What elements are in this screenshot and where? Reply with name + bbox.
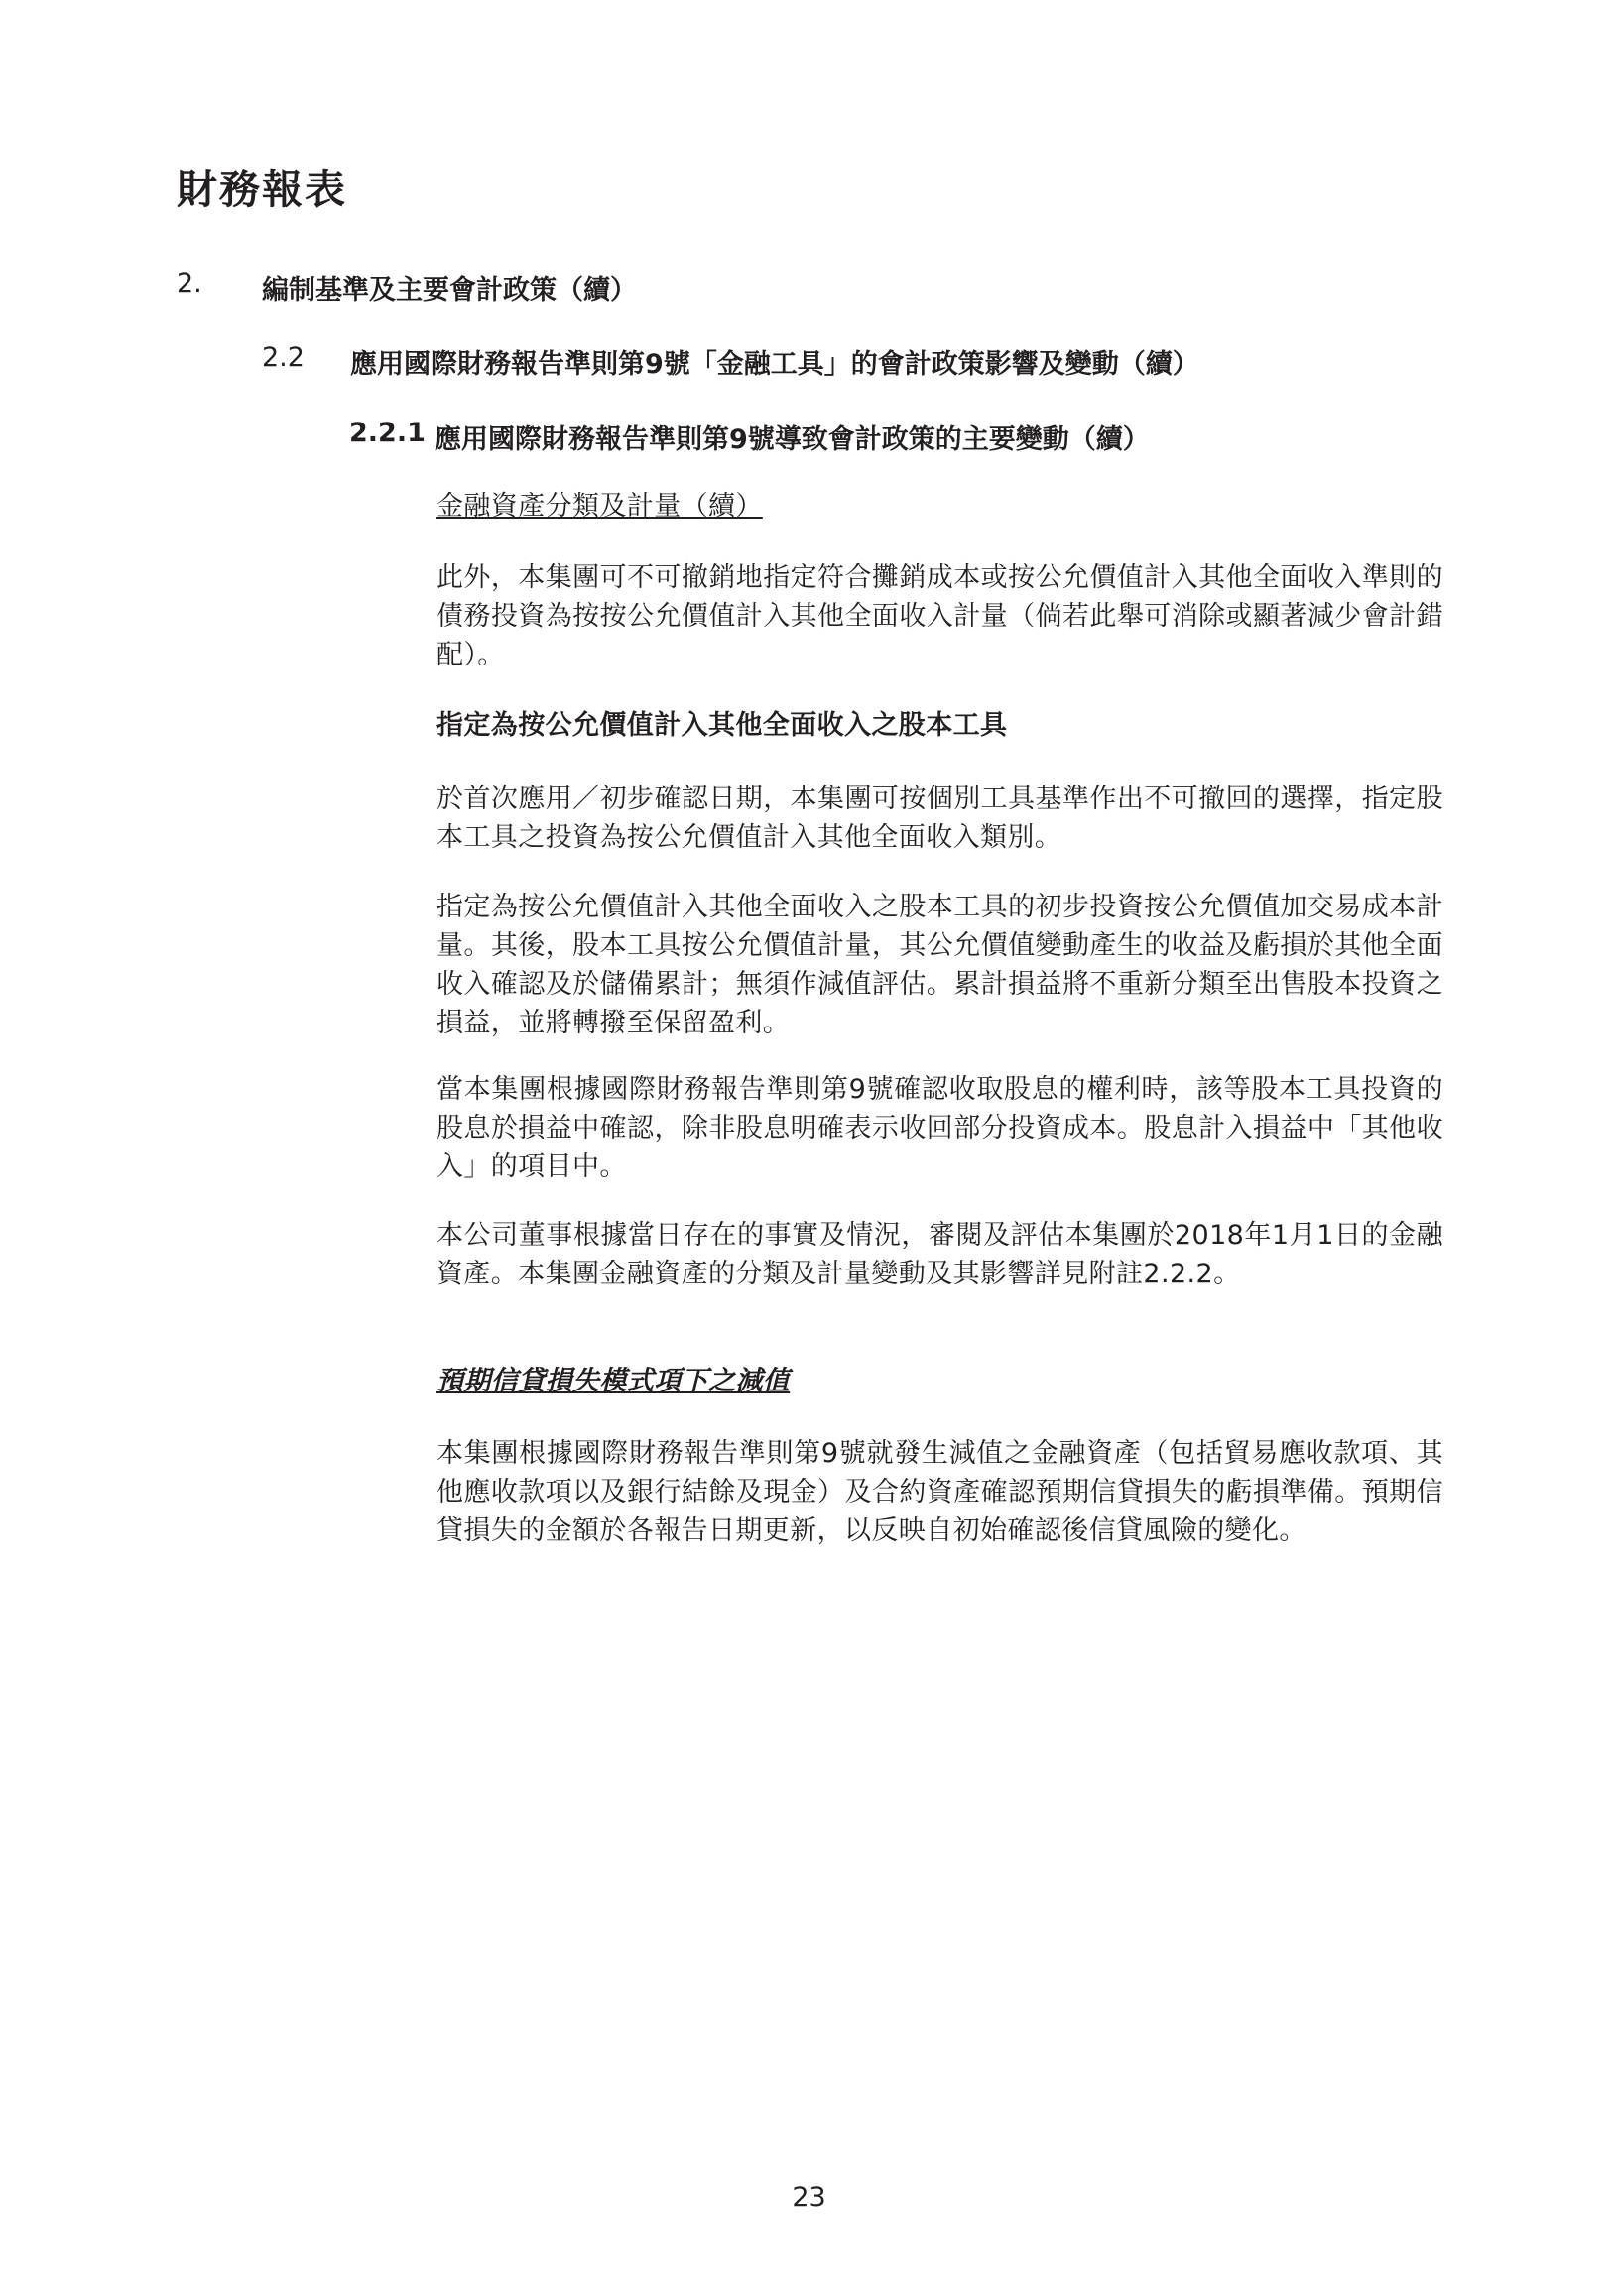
subsection-title: 應用國際財務報告準則第9號「金融工具」的會計政策影響及變動（續） <box>350 349 1199 380</box>
paragraph-text: 本公司董事根據當日存在的事實及情況，審閱及評估本集團於2018年1月1日的金融資產。本集團金融資產的分類及計量變動及其影響詳見附註2.2.2。 <box>436 1220 1443 1289</box>
section-number: 2. <box>177 268 202 299</box>
paragraph-text: 於首次應用／初步確認日期，本集團可按個別工具基準作出不可撤回的選擇，指定股本工具之投資為按公允價值計入其他全面收入類別。 <box>436 784 1443 853</box>
paragraph-designation <box>436 558 1443 674</box>
paragraph-text: 此外，本集團可不可撤銷地指定符合攤銷成本或按公允價值計入其他全面收入準則的債務投資為按按公允價值計入其他全面收入計量（倘若此舉可消除或顯著減少會計錯配）。 <box>436 562 1443 670</box>
page-title: 財務報表 <box>177 166 347 213</box>
subsubsection-title: 應用國際財務報告準則第9號導致會計政策的主要變動（續） <box>435 424 1150 455</box>
classification-subheading-block <box>436 487 1443 526</box>
section-title: 編制基準及主要會計政策（續） <box>262 275 637 305</box>
classification-subheading: 金融資產分類及計量（續） <box>436 491 763 522</box>
equity-subheading: 指定為按公允價值計入其他全面收入之股本工具 <box>436 710 1008 741</box>
paragraph-dividends <box>436 1070 1443 1186</box>
paragraph-text: 本集團根據國際財務報告準則第9號就發生減值之金融資產（包括貿易應收款項、其他應收款項以及銀行結餘及現金）及合約資產確認預期信貸損失的虧損準備。預期信貸損失的金額於各報告日期更新，以反映自初始確認後信貸風險的變化。 <box>436 1438 1443 1546</box>
paragraph-text: 指定為按公允價值計入其他全面收入之股本工具的初步投資按公允價值加交易成本計量。其後，股本工具按公允價值計量，其公允價值變動產生的收益及虧損於其他全面收入確認及於儲備累計；無須作減值評估。累計損益將不重新分類至出售股本投資之損益，並將轉撥至保留盈利。 <box>436 892 1443 1038</box>
page-number: 23 <box>792 2182 826 2213</box>
ecl-subheading: 預期信貸損失模式項下之減值 <box>436 1366 791 1396</box>
equity-subheading-block <box>436 706 1443 745</box>
paragraph-text: 當本集團根據國際財務報告準則第9號確認收取股息的權利時，該等股本工具投資的股息於損益中確認，除非股息明確表示收回部分投資成本。股息計入損益中「其他收入」的項目中。 <box>436 1074 1443 1182</box>
paragraph-initial-election <box>436 780 1443 857</box>
subsection-number: 2.2 <box>262 342 305 373</box>
paragraph-ecl <box>436 1434 1443 1550</box>
paragraph-equity-measurement <box>436 888 1443 1042</box>
ecl-subheading-block <box>436 1362 1443 1400</box>
subsubsection-number: 2.2.1 <box>349 418 426 448</box>
paragraph-directors-review <box>436 1216 1443 1293</box>
